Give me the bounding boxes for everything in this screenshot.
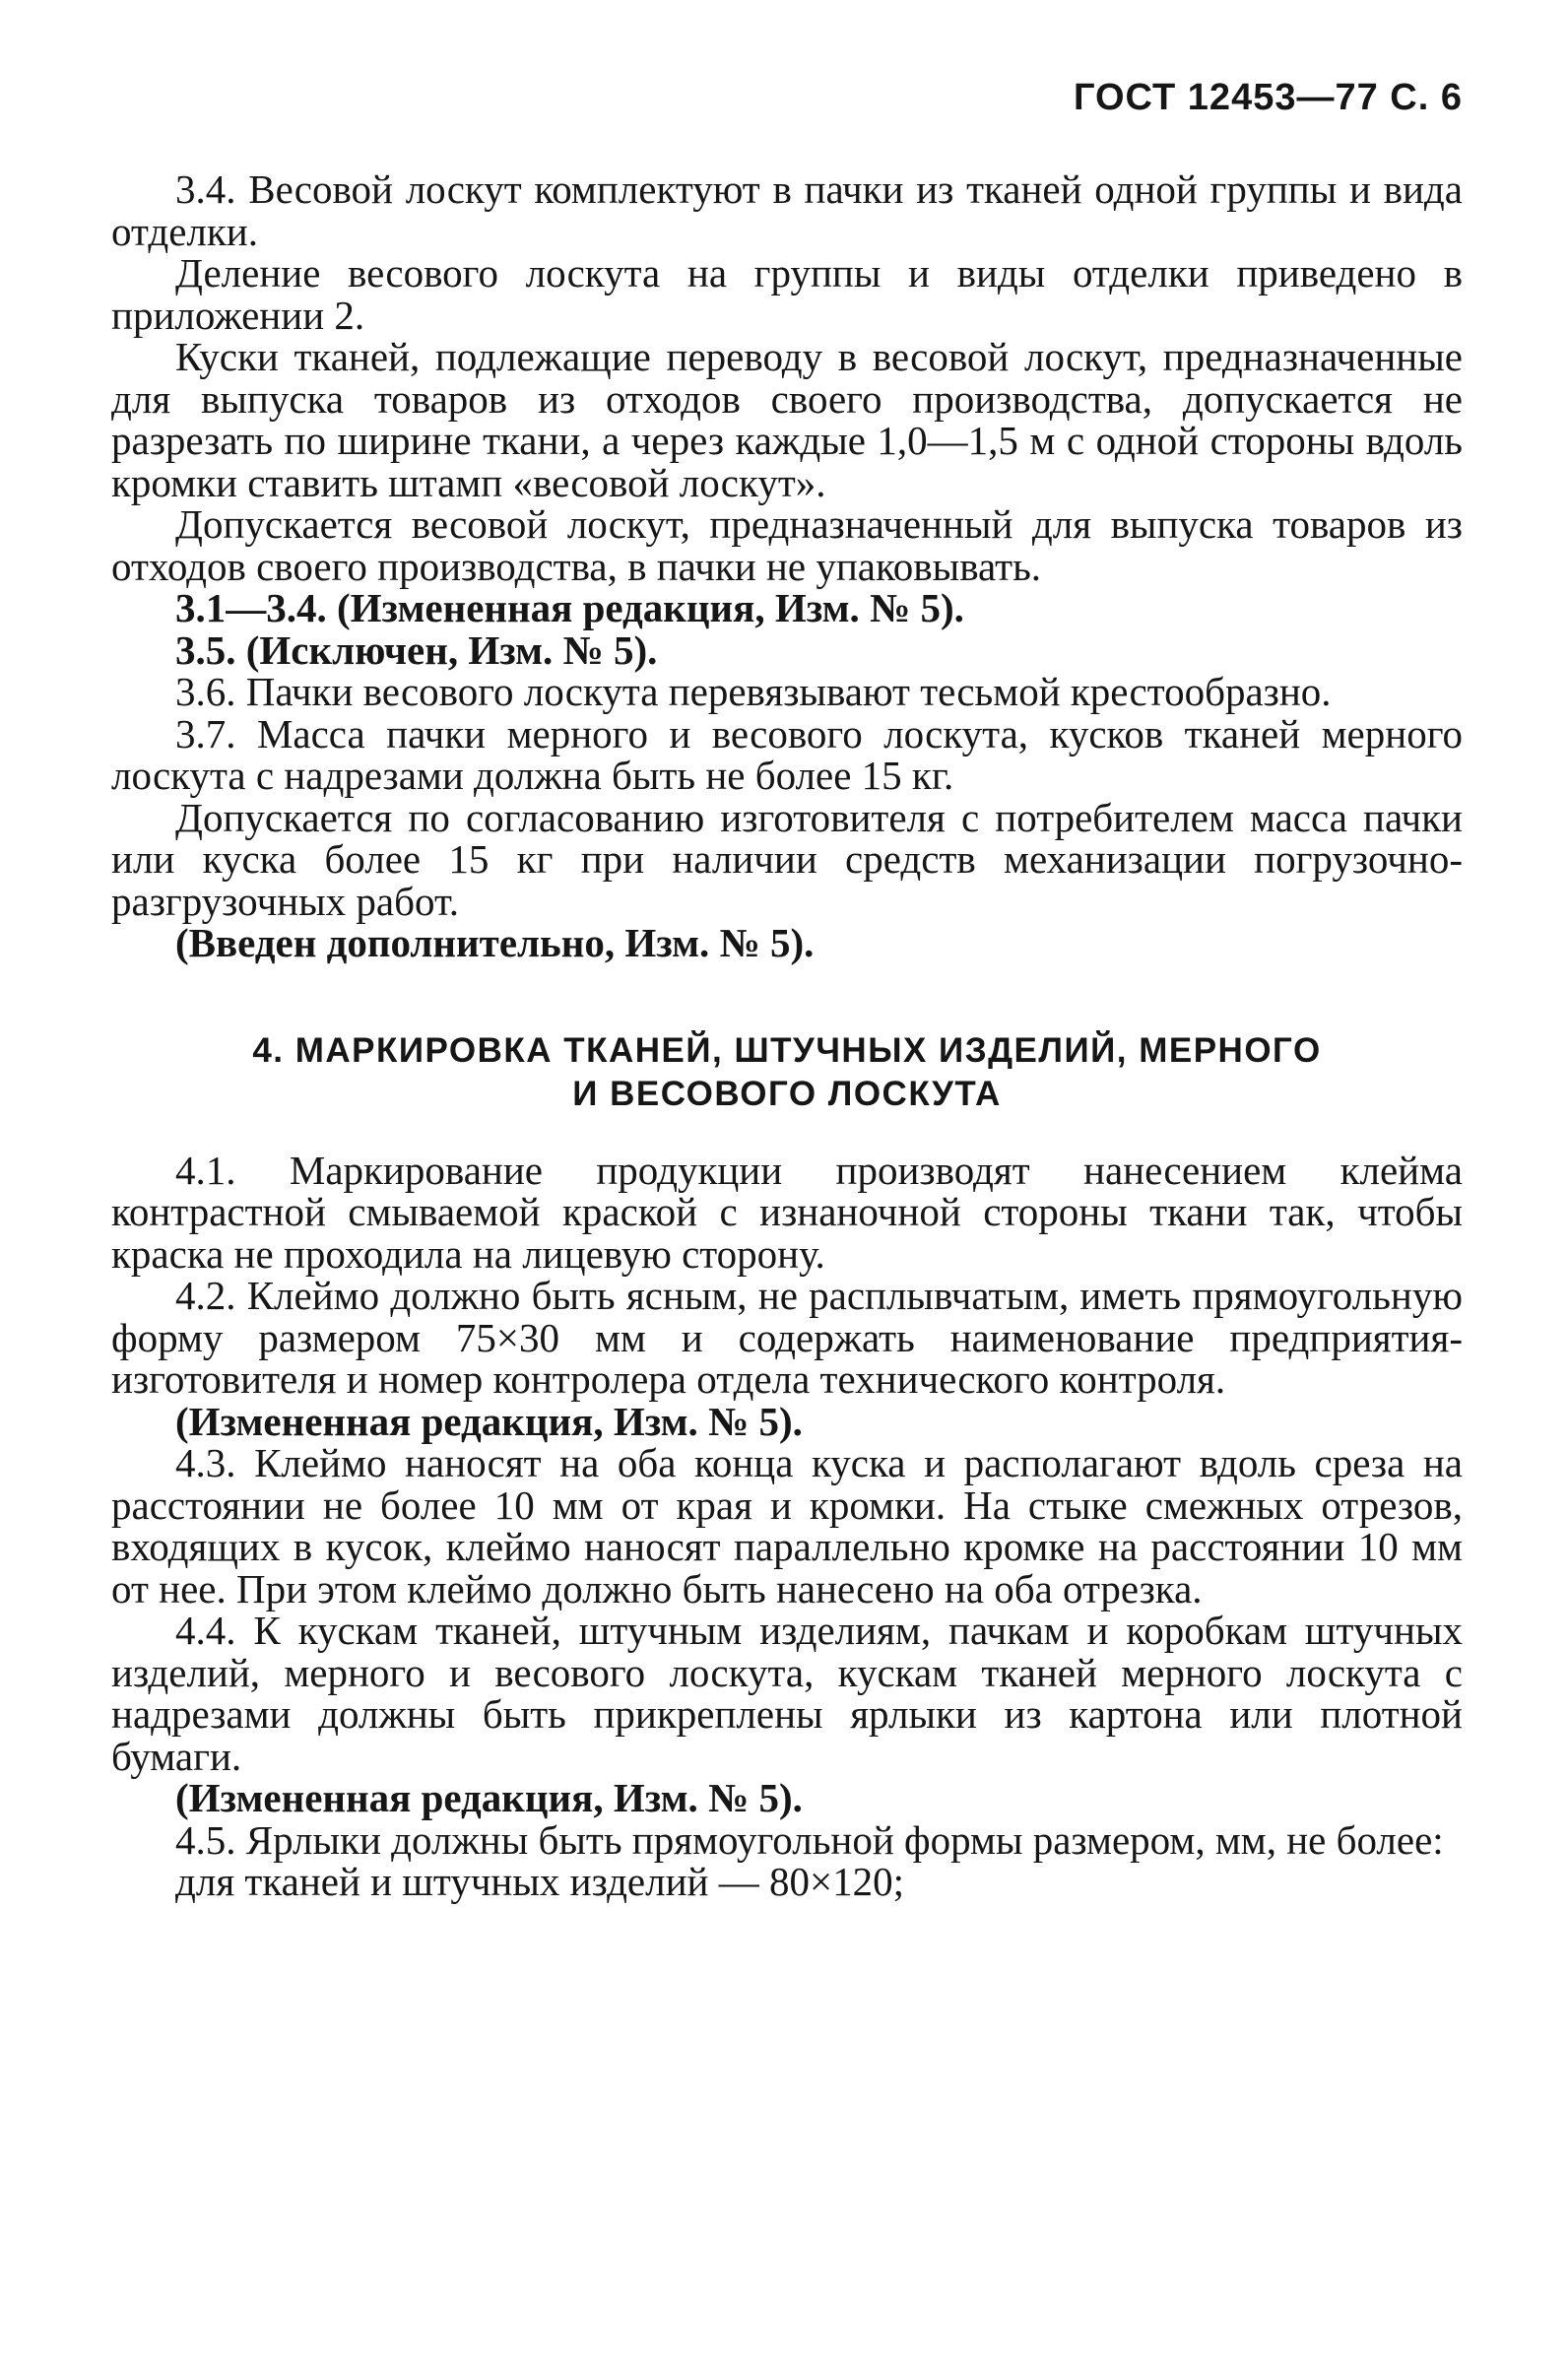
paragraph-3-7: 3.7. Масса пачки мерного и весового лоскута, кусков тканей мерного лоскута с надрезами должна быть не более 15 кг. xyxy=(111,710,1463,798)
amendment-3-7: (Введен дополнительно, Изм. № 5). xyxy=(175,920,815,965)
paragraph-4-5: 4.5. Ярлыки должны быть прямоугольной формы размером, мм, не более: xyxy=(175,1816,1444,1863)
paragraph-4-1: 4.1. Маркирование продукции производят нанесением клейма контрастной смываемой краской с изнаночной стороны ткани так, чтобы краска не проходила на лицевую сторону. xyxy=(111,1147,1463,1277)
section-4-heading-line2: И ВЕСОВОГО ЛОСКУТА xyxy=(572,1074,1002,1113)
paragraph-3-5-excluded: 3.5. (Исключен, Изм. № 5). xyxy=(175,626,658,673)
amendment-3-1-3-4: 3.1—3.4. (Измененная редакция, Изм. № 5). xyxy=(175,585,964,630)
paragraph-4-2: 4.2. Клеймо должно быть ясным, не расплывчатым, иметь прямоугольную форму размером 75×30 мм и содержать наименование предприятия-изготовителя и номер контролера отдела технического контроля. xyxy=(111,1273,1463,1402)
paragraph-3-4-allowed: Допускается весовой лоскут, предназначенный для выпуска товаров из отходов своего производства, в пачки не упаковывать. xyxy=(111,501,1463,589)
document-body xyxy=(111,168,1463,1903)
paragraph-3-4-division: Деление весового лоскута на группы и виды отделки приведено в приложении 2. xyxy=(111,250,1463,338)
paragraph-4-4: 4.4. К кускам тканей, штучным изделиям, пачкам и коробкам штучных изделий, мерного и весового лоскута, кускам тканей мерного лоскута с надрезами должны быть прикреплены ярлыки из картона или плотной бумаги. xyxy=(111,1608,1463,1779)
amendment-4-2: (Измененная редакция, Изм. № 5). xyxy=(175,1398,803,1444)
paragraph-4-3: 4.3. Клеймо наносят на оба конца куска и располагают вдоль среза на расстоянии не более 10 мм от края и кромки. На стыке смежных отрезов, входящих в кусок, клеймо наносят параллельно кромке на расстоянии 10 мм от нее. При этом клеймо должно быть нанесено на оба отрезка. xyxy=(111,1440,1463,1612)
paragraph-3-7-allowed: Допускается по согласованию изготовителя с потребителем масса пачки или куска более 15 кг при наличии средств механизации погрузочно-разгрузочных работ. xyxy=(111,794,1463,924)
paragraph-4-5-item-fabrics: для тканей и штучных изделий — 80×120; xyxy=(175,1859,904,1904)
paragraph-3-6: 3.6. Пачки весового лоскута перевязывают тесьмой крестообразно. xyxy=(175,669,1332,714)
section-4-heading-line1: 4. МАРКИРОВКА ТКАНЕЙ, ШТУЧНЫХ ИЗДЕЛИЙ, МЕРНОГО xyxy=(252,1030,1322,1070)
page-header-standard: ГОСТ 12453—77 С. 6 xyxy=(1073,77,1463,118)
amendment-4-4: (Измененная редакция, Изм. № 5). xyxy=(175,1775,803,1820)
paragraph-3-4: 3.4. Весовой лоскут комплектуют в пачки из тканей одной группы и вида отделки. xyxy=(111,166,1463,254)
paragraph-3-4-pieces: Куски тканей, подлежащие переводу в весовой лоскут, предназначенные для выпуска товаров из отходов своего производства, допускается не разрезать по ширине ткани, а через каждые 1,0—1,5 м с одной стороны вдоль кромки ставить штамп «весовой лоскут». xyxy=(111,334,1463,505)
section-4-heading xyxy=(111,1029,1463,1116)
